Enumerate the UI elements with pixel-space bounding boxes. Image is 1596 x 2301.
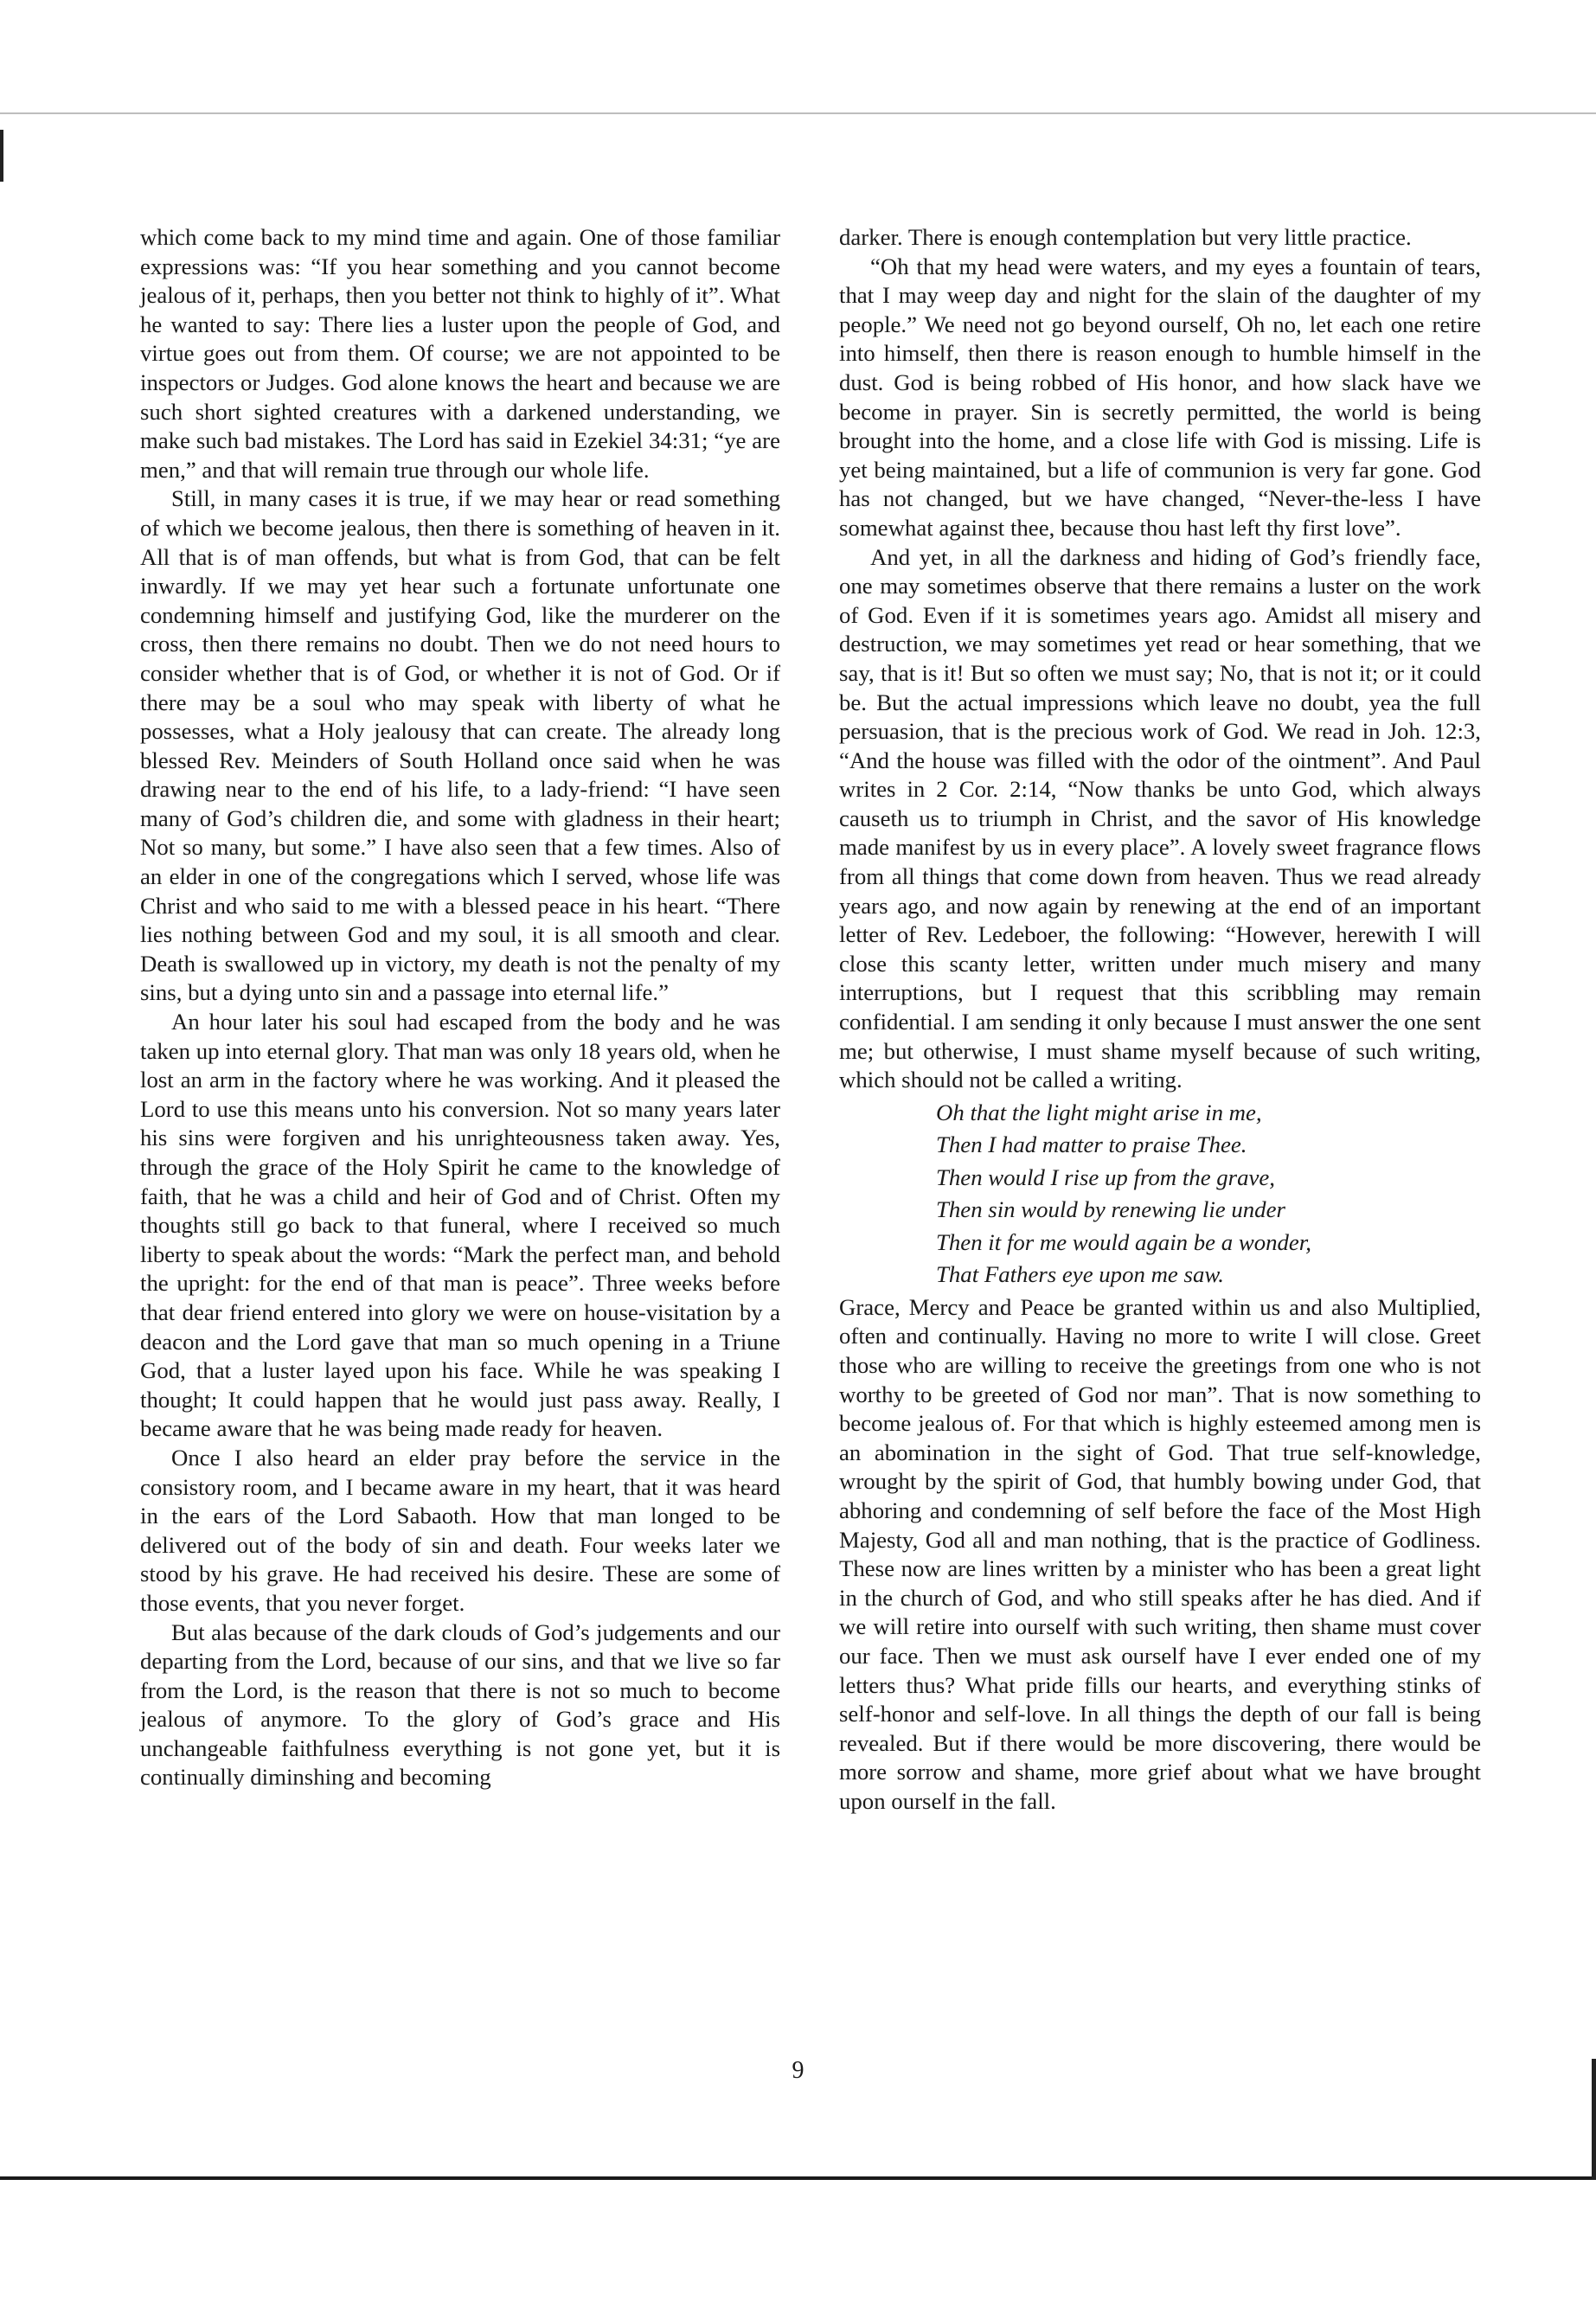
left-paragraph-1: which come back to my mind time and again. One of those familiar expressions was: “If you hear something and you cannot become jealous of it, perhaps, then you better not think to highly of it”. What he wanted to say: There lies a luster upon the people of God, and virtue goes out from them. Of course; we are not appointed to be inspectors or Judges. God alone knows the heart and because we are such short sighted creatures with a darkened understanding, we make such bad mistakes. The Lord has said in Ezekiel 34:31; “ye are men,” and that will remain true through our whole life.	[140, 224, 780, 483]
poem-line: Then I had matter to praise Thee.	[936, 1131, 1247, 1158]
right-column	[839, 223, 1481, 1817]
poem	[936, 1097, 1481, 1292]
right-paragraph-2: “Oh that my head were waters, and my eyes a fountain of tears, that I may weep day and night for the slain of the daughter of my people.” We need not go beyond ourself, Oh no, let each one retire into himself, then there is reason enough to humble himself in the dust. God is being robbed of His honor, and how slack have we become in prayer. Sin is secretly permitted, the world is being brought into the home, and a close life with God is missing. Life is yet being maintained, but a life of communion is very far gone. God has not changed, but we have changed, “Never-the-less I have somewhat against thee, because thou hast left thy first love”.	[839, 253, 1481, 541]
poem-line: Oh that the light might arise in me,	[936, 1099, 1262, 1125]
poem-line: Then it for me would again be a wonder,	[936, 1228, 1311, 1255]
page-number: 9	[792, 2057, 804, 2084]
left-column	[140, 223, 780, 1792]
poem-line: That Fathers eye upon me saw.	[936, 1261, 1224, 1288]
right-paragraph-3: And yet, in all the darkness and hiding of God’s friendly face, one may sometimes observe that there remains a luster on the work of God. Even if it is sometimes years ago. Amidst all misery and destruction, we may sometimes yet read or hear something, that we say, that is it! But so often we must say; No, that is not it; or it could be. But the actual impressions which leave no doubt, yea the full persuasion, that is the precious work of God. We read in Joh. 12:3, “And the house was filled with the odor of the ointment”. And Paul writes in 2 Cor. 2:14, “Now thanks be unto God, which always causeth us to triumph in Christ, and the savor of His knowledge made manifest by us in every place”. A lovely sweet fragrance flows from all things that come down from heaven. Thus we read already years ago, and now again by renewing at the end of an important letter of Rev. Ledeboer, the following: “However, herewith I will close this scanty letter, written under much misery and many interruptions, but I request that this scribbling may remain confidential. I am sending it only because I must answer the one sent me; but otherwise, I must shame myself because of such writing, which should not be called a writing.	[839, 543, 1481, 1093]
right-paragraph-1: darker. There is enough contemplation but very little practice.	[839, 224, 1412, 250]
left-paragraph-2: Still, in many cases it is true, if we may hear or read something of which we become jealous, then there is something of heaven in it. All that is of man offends, but what is from God, that can be felt inwardly. If we may yet hear such a fortunate unfortunate one condemning himself and justifying God, like the murderer on the cross, then there remains no doubt. Then we do not need hours to consider whether that is of God, or whether it is not of God. Or if there may be a soul who may speak with liberty of what he possesses, what a Holy jealousy that can create. The already long blessed Rev. Meinders of South Holland once said when he was drawing near to the end of his life, to a lady-friend: “I have seen many of God’s children die, and some with gladness in their heart; Not so many, but some.” I have also seen that a few times. Also of an elder in one of the congregations which I served, whose life was Christ and who said to me with a blessed peace in his heart. “There lies nothing between God and my soul, it is all smooth and clear. Death is swallowed up in victory, my death is not the penalty of my sins, but a dying unto sin and a passage into eternal life.”	[140, 485, 780, 1006]
poem-line: Then would I rise up from the grave,	[936, 1163, 1275, 1190]
left-paragraph-4: Once I also heard an elder pray before the service in the consistory room, and I became aware in my heart, that it was heard in the ears of the Lord Sabaoth. How that man longed to be delivered out of the body of sin and death. Four weeks later we stood by his grave. He had received his desire. These are some of those events, that you never forget.	[140, 1444, 780, 1616]
right-paragraph-4: Grace, Mercy and Peace be granted within us and also Multiplied, often and continually. Having no more to write I will close. Greet those who are willing to receive the greetings from one who is not worthy to be greeted of God nor man”. That is now something to become jealous of. For that which is highly esteemed among men is an abomination in the sight of God. That true self-knowledge, wrought by the spirit of God, that humbly bowing under God, that abhoring and condemning of self before the face of the Most High Majesty, God all and man nothing, that is the practice of Godliness. These now are lines written by a minister who has been a great light in the church of God, and who still speaks after he has died. And if we will retire into ourself with such writing, then shame must cover our face. Then we must ask ourself have I ever ended one of my letters thus? What pride fills our hearts, and everything stinks of self-honor and self-love. In all things the depth of our fall is being revealed. But if there would be more discovering, there would be more sorrow and shame, more grief about what we have brought upon ourself in the fall.	[839, 1293, 1481, 1814]
poem-line: Then sin would by renewing lie under	[936, 1196, 1285, 1223]
left-paragraph-3: An hour later his soul had escaped from the body and he was taken up into eternal glory. That man was only 18 years old, when he lost an arm in the factory where he was working. And it pleased the Lord to use this means unto his conversion. Not so many years later his sins were forgiven and his unrighteousness taken away. Yes, through the grace of the Holy Spirit he came to the knowledge of faith, that he was a child and heir of God and of Christ. Often my thoughts still go back to that funeral, where I received so much liberty to speak about the words: “Mark the perfect man, and behold the upright: for the end of that man is peace”. Three weeks before that dear friend entered into glory we were on house-visitation by a deacon and the Lord gave that man so much opening in a Triune God, that a luster layed upon his face. While he was speaking I thought; It could happen that he would just pass away. Really, I became aware that he was being made ready for heaven.	[140, 1009, 780, 1442]
scan-edge-mark-left	[0, 130, 3, 182]
left-paragraph-5: But alas because of the dark clouds of God’s judgements and our departing from the Lord, because of our sins, and that we live so far from the Lord, is the reason that there is not so much to become jealous of anymore. To the glory of God’s grace and His unchangeable faithfulness everything is not gone yet, but it is continually diminshing and becoming	[140, 1618, 780, 1791]
